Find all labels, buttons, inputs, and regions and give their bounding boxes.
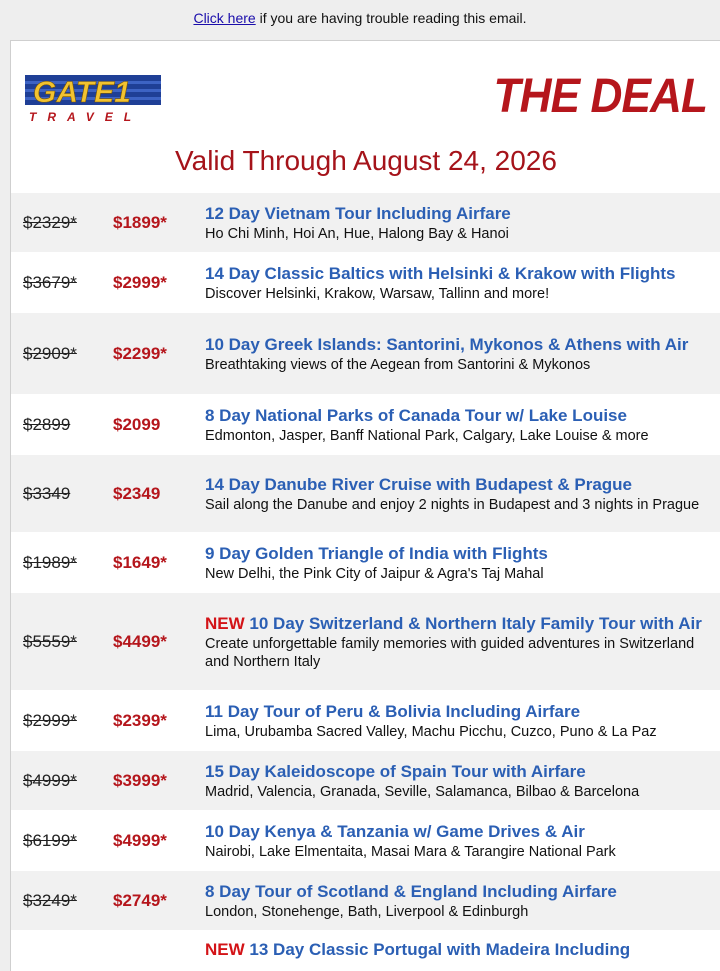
original-price: $2909* — [23, 343, 77, 363]
deal-info — [205, 543, 720, 583]
original-price: $1989* — [23, 552, 77, 572]
deal-title-link[interactable] — [205, 881, 709, 902]
sale-price: $2349 — [113, 483, 161, 503]
deal-title-link[interactable] — [205, 334, 709, 355]
sale-price: $2749* — [113, 890, 167, 910]
deal-description: Nairobi, Lake Elmentaita, Masai Mara & Tarangire National Park — [205, 843, 616, 860]
sale-price: $3999* — [113, 770, 167, 790]
deal-description: Breathtaking views of the Aegean from Santorini & Mykonos — [205, 356, 591, 373]
deal-title-link[interactable] — [205, 263, 709, 284]
deal-row[interactable] — [11, 395, 720, 455]
deal-title-link[interactable] — [205, 543, 709, 564]
gate1-logo-icon — [23, 73, 163, 125]
deal-info — [205, 613, 720, 671]
email-header — [11, 41, 720, 191]
deal-title-link[interactable] — [205, 405, 709, 426]
sale-price: $4499* — [113, 631, 167, 651]
email-card — [10, 40, 720, 971]
deal-title-text: 10 Day Greek Islands: Santorini, Mykonos & Athens with Air — [205, 334, 689, 354]
sale-price: $2399* — [113, 710, 167, 730]
deal-row[interactable] — [11, 931, 720, 971]
deal-title-text: 8 Day Tour of Scotland & England Including Airfare — [205, 881, 617, 901]
deal-info — [205, 821, 720, 861]
gate1-logo[interactable] — [23, 73, 163, 123]
deal-info — [205, 263, 720, 303]
valid-through-heading: Valid Through August 24, 2026 — [175, 145, 557, 176]
deal-title-link[interactable] — [205, 613, 709, 634]
new-badge: NEW — [205, 940, 245, 959]
deal-description: Create unforgettable family memories with guided adventures in Switzerland and Northern Italy — [205, 635, 695, 670]
deal-row[interactable] — [11, 455, 720, 533]
deal-row[interactable] — [11, 593, 720, 691]
original-price: $6199* — [23, 830, 77, 850]
deal-row[interactable] — [11, 691, 720, 751]
sale-price: $1899* — [113, 212, 167, 232]
deal-info — [205, 334, 720, 374]
original-price: $3249* — [23, 890, 77, 910]
deal-row[interactable] — [11, 253, 720, 313]
deal-title-text: 13 Day Classic Portugal with Madeira Including — [249, 940, 631, 959]
deals-list — [11, 193, 720, 971]
deal-description: Discover Helsinki, Krakow, Warsaw, Tallinn and more! — [205, 285, 550, 302]
svg-text:GATE1: GATE1 — [33, 76, 131, 109]
deal-info — [205, 701, 720, 741]
deal-title-link[interactable] — [205, 474, 709, 495]
deal-title-text: 9 Day Golden Triangle of India with Flights — [205, 543, 548, 563]
click-here-link[interactable]: Click here — [193, 10, 256, 26]
trouble-reading-text: if you are having trouble reading this email. — [255, 10, 527, 26]
deal-info — [205, 203, 720, 243]
deal-info — [205, 761, 720, 801]
deal-row[interactable] — [11, 313, 720, 395]
deal-title-link[interactable] — [205, 939, 709, 960]
trouble-reading-bar — [0, 0, 720, 40]
original-price: $2899 — [23, 414, 71, 434]
deal-description: Lima, Urubamba Sacred Valley, Machu Picchu, Cuzco, Puno & La Paz — [205, 723, 657, 740]
sale-price: $4999* — [113, 830, 167, 850]
deal-row[interactable] — [11, 193, 720, 253]
deal-description: Edmonton, Jasper, Banff National Park, Calgary, Lake Louise & more — [205, 427, 649, 444]
deal-description: Ho Chi Minh, Hoi An, Hue, Halong Bay & Hanoi — [205, 225, 509, 242]
deal-info — [205, 405, 720, 445]
deal-info — [205, 939, 720, 961]
deal-title-link[interactable] — [205, 701, 709, 722]
deal-description: London, Stonehenge, Bath, Liverpool & Edinburgh — [205, 903, 529, 920]
original-price: $4999* — [23, 770, 77, 790]
new-badge: NEW — [205, 613, 245, 633]
original-price: $5559* — [23, 631, 77, 651]
deal-title-text: 8 Day National Parks of Canada Tour w/ Lake Louise — [205, 405, 627, 425]
svg-text:TRAVEL: TRAVEL — [29, 110, 143, 124]
the-deal-heading: THE DEAL — [493, 70, 707, 123]
deal-description: Madrid, Valencia, Granada, Seville, Salamanca, Bilbao & Barcelona — [205, 783, 640, 800]
deal-title-text: 14 Day Classic Baltics with Helsinki & Krakow with Flights — [205, 263, 676, 283]
original-price: $2329* — [23, 212, 77, 232]
sale-price: $2999* — [113, 272, 167, 292]
deal-title-link[interactable] — [205, 821, 709, 842]
deal-title-link[interactable] — [205, 761, 709, 782]
original-price: $3349 — [23, 483, 71, 503]
deal-title-text: 15 Day Kaleidoscope of Spain Tour with Airfare — [205, 761, 586, 781]
sale-price: $2099 — [113, 414, 161, 434]
deal-row[interactable] — [11, 751, 720, 811]
deal-row[interactable] — [11, 811, 720, 871]
deal-title-text: 14 Day Danube River Cruise with Budapest & Prague — [205, 474, 633, 494]
deal-title-text: 10 Day Kenya & Tanzania w/ Game Drives & Air — [205, 821, 585, 841]
deal-title-text: 12 Day Vietnam Tour Including Airfare — [205, 203, 511, 223]
deal-description: New Delhi, the Pink City of Jaipur & Agra's Taj Mahal — [205, 565, 544, 582]
deal-row[interactable] — [11, 871, 720, 931]
deal-info — [205, 474, 720, 514]
deal-row[interactable] — [11, 533, 720, 593]
deal-title-text: 11 Day Tour of Peru & Bolivia Including Airfare — [205, 701, 581, 721]
deal-title-link[interactable] — [205, 203, 709, 224]
sale-price: $1649* — [113, 552, 167, 572]
deal-description: Sail along the Danube and enjoy 2 nights in Budapest and 3 nights in Prague — [205, 496, 700, 513]
sale-price: $2299* — [113, 343, 167, 363]
original-price: $2999* — [23, 710, 77, 730]
deal-info — [205, 881, 720, 921]
deal-title-text: 10 Day Switzerland & Northern Italy Family Tour with Air — [249, 613, 702, 633]
original-price: $3679* — [23, 272, 77, 292]
